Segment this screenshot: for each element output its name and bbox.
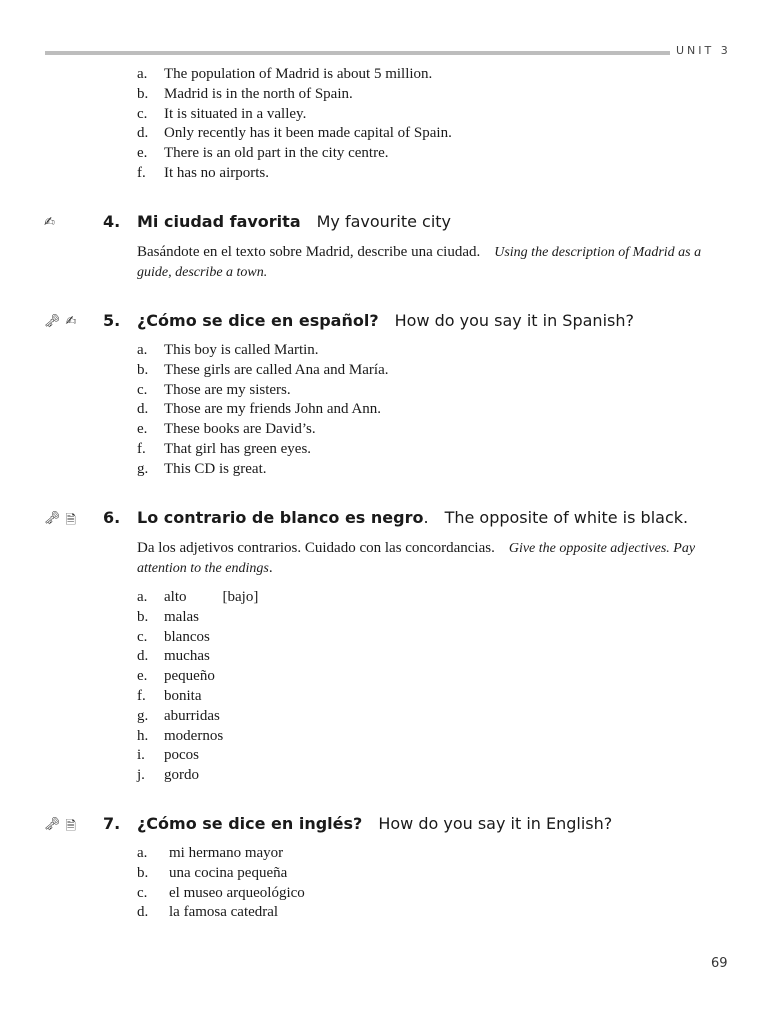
exercise-title-english: The opposite of white is black. <box>444 508 689 527</box>
exercise-6-heading <box>0 508 768 532</box>
document-icon: 🗎 <box>65 819 76 834</box>
list-item: i. pocos <box>137 747 199 764</box>
list-item: e. These books are David’s. <box>137 421 316 438</box>
list-item: g. This CD is great. <box>137 460 267 477</box>
exercise-4-heading <box>0 212 768 236</box>
list-item: d. muchas <box>137 648 210 665</box>
exercise-4-instructions: Basándote en el texto sobre Madrid, describe una ciudad. Using the description of Madrid as a guide, describe a town. <box>137 244 702 280</box>
list-item: c. Those are my sisters. <box>137 381 291 398</box>
document-icon: 🗎 <box>65 513 76 528</box>
list-item: b. Madrid is in the north of Spain. <box>137 85 353 102</box>
list-item: d. la famosa catedral <box>137 904 279 921</box>
list-item: a. alto [bajo] <box>137 588 258 608</box>
exercise-title-english: How do you say it in English? <box>378 814 613 833</box>
list-item: a. The population of Madrid is about 5 million. <box>137 66 433 82</box>
key-icon: 🗝 <box>44 314 61 329</box>
key-icon: 🗝 <box>44 511 61 526</box>
exercise-title: Mi ciudad favorita My favourite city <box>137 212 452 231</box>
exercise-number: 4. <box>103 212 121 231</box>
exercise-title-english: How do you say it in Spanish? <box>394 311 634 330</box>
list-item: f. That girl has green eyes. <box>137 440 312 457</box>
exercise-title: ¿Cómo se dice en español? How do you say it in Spanish? <box>137 311 634 330</box>
exercise-5-items <box>137 341 389 480</box>
list-item: b. malas <box>137 608 199 625</box>
statements-list <box>137 65 452 184</box>
writing-icon: ✍ <box>65 314 77 329</box>
list-item: j. gordo <box>137 767 199 784</box>
exercise-title: Lo contrario de blanco es negro. The opposite of white is black. <box>137 508 689 527</box>
exercise-title: ¿Cómo se dice en inglés? How do you say it in English? <box>137 814 613 833</box>
exercise-5-heading <box>0 311 768 335</box>
list-item: e. There is an old part in the city centre. <box>137 145 389 162</box>
writing-icon: ✍ <box>44 215 55 230</box>
exercise-title-english: My favourite city <box>316 212 452 231</box>
list-item: a. This boy is called Martin. <box>137 342 319 358</box>
unit-label: UNIT 3 <box>676 44 731 57</box>
list-item: e. pequeño <box>137 668 215 685</box>
exercise-number: 6. <box>103 508 121 527</box>
list-item: c. el museo arqueológico <box>137 884 305 901</box>
exercise-6-instructions: Da los adjetivos contrarios. Cuidado con las concordancias. Give the opposite adjectives. Pay attention to the endings. <box>137 540 696 576</box>
exercise-7-heading <box>0 814 768 838</box>
list-item: b. These girls are called Ana and María. <box>137 361 389 378</box>
list-item: c. It is situated in a valley. <box>137 105 307 122</box>
header-rule <box>45 51 670 55</box>
list-item: d. Only recently has it been made capital of Spain. <box>137 125 452 142</box>
exercise-number: 7. <box>103 814 121 833</box>
key-icon: 🗝 <box>44 817 61 832</box>
page-number: 69 <box>711 956 728 971</box>
list-item: c. blancos <box>137 628 210 645</box>
exercise-number: 5. <box>103 311 121 330</box>
list-item: h. modernos <box>137 727 224 744</box>
exercise-7-items <box>137 844 305 923</box>
exercise-6-items <box>137 588 258 786</box>
list-item: d. Those are my friends John and Ann. <box>137 401 382 418</box>
example-answer: [bajo] <box>222 589 259 605</box>
list-item: f. It has no airports. <box>137 164 269 181</box>
list-item: a. mi hermano mayor <box>137 845 284 861</box>
list-item: f. bonita <box>137 687 202 704</box>
list-item: b. una cocina pequeña <box>137 864 288 881</box>
list-item: g. aburridas <box>137 707 220 724</box>
